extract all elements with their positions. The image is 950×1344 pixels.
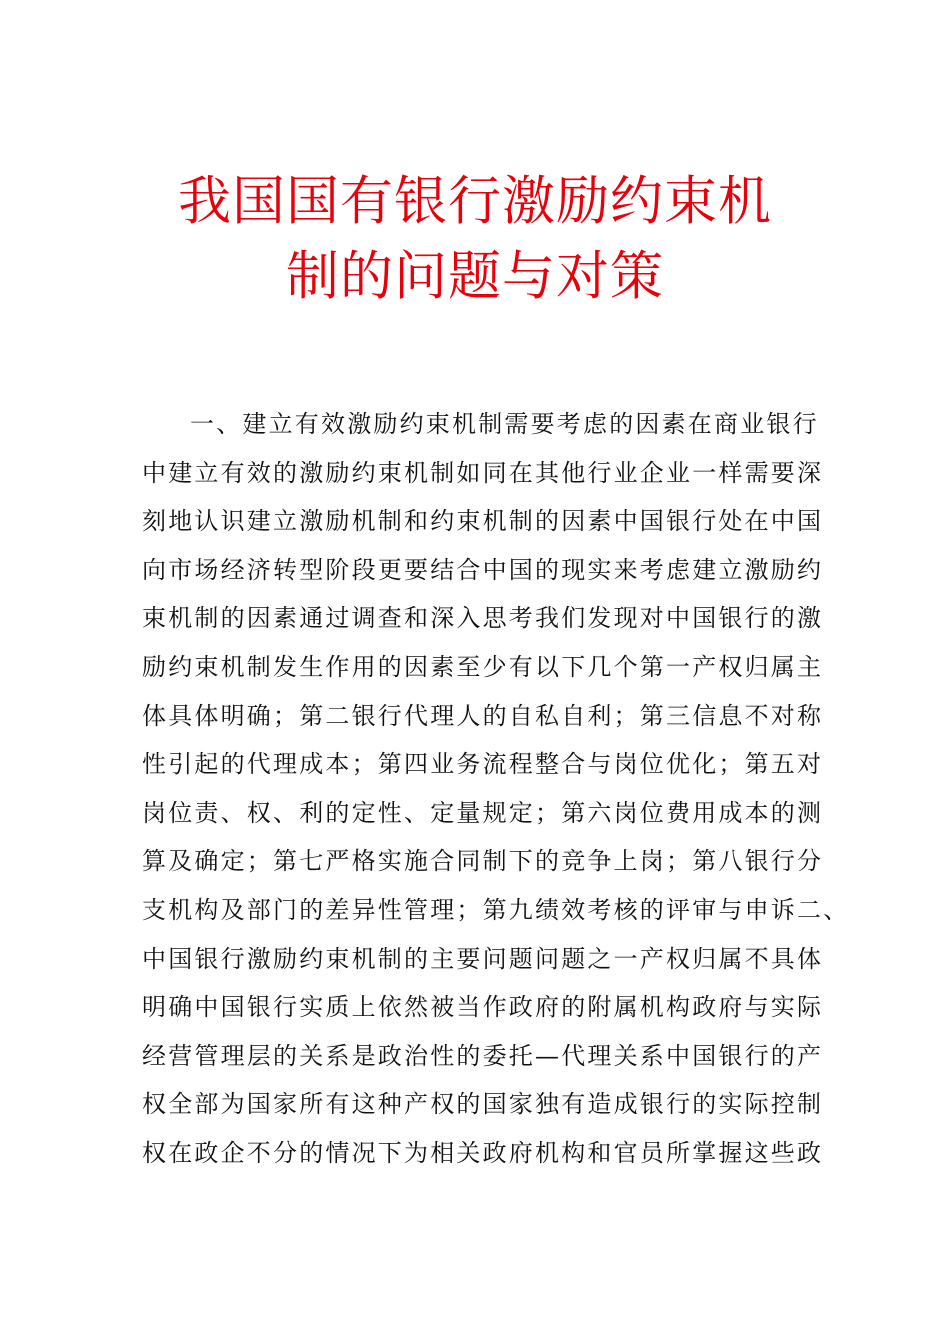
body-line: 体具体明确；第二银行代理人的自私自利；第三信息不对称 xyxy=(142,701,824,730)
body-line: 性引起的代理成本；第四业务流程整合与岗位优化；第五对 xyxy=(142,750,824,779)
body-line: 支机构及部门的差异性管理；第九绩效考核的评审与申诉二、 xyxy=(142,895,850,924)
body-line: 权全部为国家所有这种产权的国家独有造成银行的实际控制 xyxy=(142,1090,824,1119)
document-title xyxy=(0,164,950,314)
body-line: 经营管理层的关系是政治性的委托—代理关系中国银行的产 xyxy=(142,1041,824,1070)
body-line: 刻地认识建立激励机制和约束机制的因素中国银行处在中国 xyxy=(142,507,824,536)
body-line: 束机制的因素通过调查和深入思考我们发现对中国银行的激 xyxy=(142,604,824,633)
body-line: 权在政企不分的情况下为相关政府机构和官员所掌握这些政 xyxy=(142,1138,824,1167)
title-line-1: 我国国有银行激励约束机 xyxy=(178,170,772,232)
body-line: 明确中国银行实质上依然被当作政府的附属机构政府与实际 xyxy=(142,993,824,1022)
body-line: 中建立有效的激励约束机制如同在其他行业企业一样需要深 xyxy=(142,458,824,487)
body-line: 算及确定；第七严格实施合同制下的竞争上岗；第八银行分 xyxy=(142,847,824,876)
body-line: 岗位责、权、利的定性、定量规定；第六岗位费用成本的测 xyxy=(142,798,824,827)
body-line: 中国银行激励约束机制的主要问题问题之一产权归属不具体 xyxy=(142,944,824,973)
body-paragraph xyxy=(142,400,850,1178)
body-line: 向市场经济转型阶段更要结合中国的现实来考虑建立激励约 xyxy=(142,555,824,584)
body-line: 一、建立有效激励约束机制需要考虑的因素在商业银行 xyxy=(190,410,819,438)
title-line-2: 制的问题与对策 xyxy=(286,245,664,307)
body-line: 励约束机制发生作用的因素至少有以下几个第一产权归属主 xyxy=(142,652,824,681)
